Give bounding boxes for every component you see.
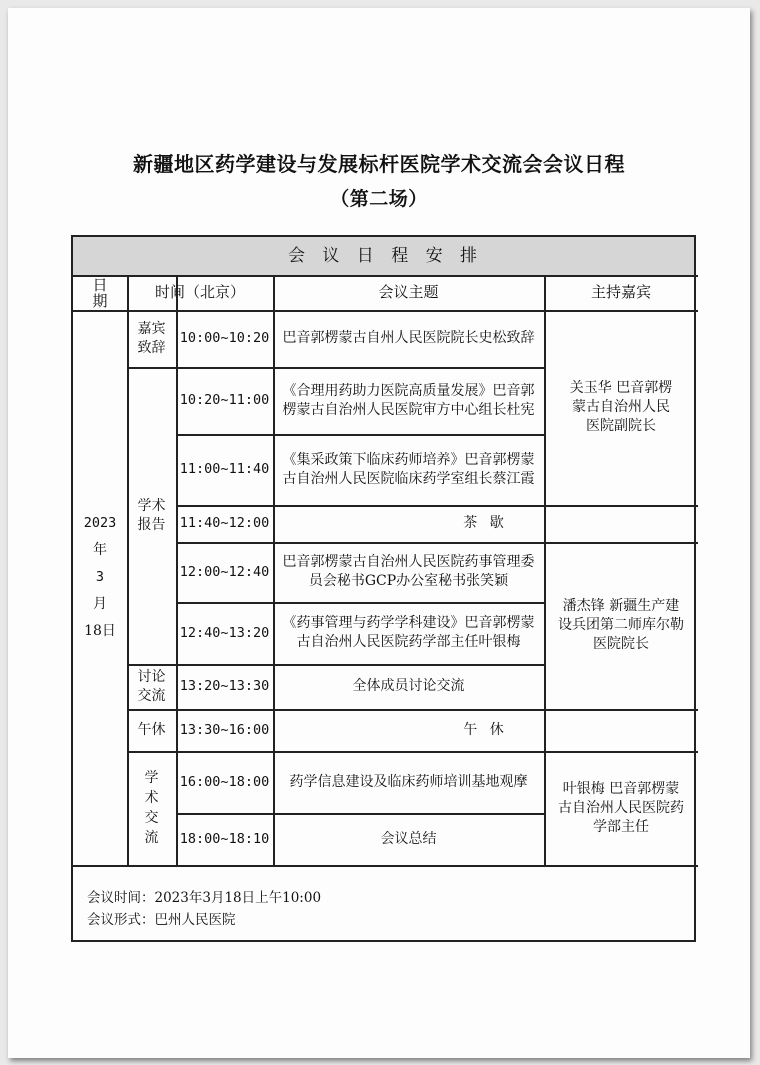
time-cell: 13:20~13:30: [179, 678, 270, 694]
time-cell: 11:00~11:40: [179, 461, 270, 477]
session-report: 学术报告: [137, 497, 166, 533]
document-title: 新疆地区药学建设与发展标杆医院学术交流会会议日程: [133, 152, 625, 176]
topic-cell: 《合理用药助力医院高质量发展》巴音郭楞蒙古自治州人民医院审方中心组长杜宪: [282, 382, 535, 418]
session-exchange: 学术交流: [144, 770, 159, 846]
time-cell: 13:30~16:00: [179, 721, 270, 738]
date-month-char: 月: [93, 595, 107, 612]
date-month: 3: [95, 568, 105, 585]
session-welcome: 嘉宾致辞: [137, 320, 166, 356]
time-cell: 12:00~12:40: [179, 563, 270, 580]
header-topic: 会议主题: [378, 283, 439, 301]
topic-cell: 巴音郭楞蒙古自州人民医院院长史松致辞: [282, 330, 535, 346]
topic-cell: 《药事管理与药学学科建设》巴音郭楞蒙古自治州人民医院药学部主任叶银梅: [282, 615, 535, 650]
schedule-table: [71, 235, 696, 942]
time-cell: 10:00~10:20: [179, 330, 270, 346]
time-cell: 11:40~12:00: [179, 515, 270, 531]
meeting-info: [87, 887, 321, 931]
document-page: [8, 8, 750, 1058]
date-day: 18日: [84, 622, 116, 639]
time-cell: 18:00~18:10: [179, 830, 270, 847]
host-cell: 潘杰锋 新疆生产建设兵团第二师库尔勒医院院长: [558, 598, 684, 652]
topic-cell: 《集采政策下临床药师培养》巴音郭楞蒙古自治州人民医院临床药学室组长蔡江霞: [282, 451, 535, 487]
host-cell: 叶银梅 巴音郭楞蒙古自治州人民医院药学部主任: [558, 780, 684, 835]
topic-cell: 巴音郭楞蒙古自治州人民医院药事管理委员会秘书GCP办公室秘书张笑颖: [282, 554, 535, 589]
session-discussion: 讨论交流: [137, 668, 166, 704]
time-cell: 10:20~11:00: [179, 392, 270, 408]
document-subtitle: （第二场）: [330, 188, 428, 210]
date-cell: [73, 497, 127, 657]
meeting-format: 会议形式：巴州人民医院: [87, 912, 236, 928]
date-year: 2023: [83, 514, 117, 531]
topic-cell: 会议总结: [380, 830, 437, 847]
time-cell: 12:40~13:20: [179, 624, 270, 641]
header-time: 时间（北京）: [154, 283, 245, 301]
time-cell: 16:00~18:00: [179, 773, 270, 790]
date-year-char: 年: [93, 541, 107, 558]
header-host: 主持嘉宾: [590, 283, 651, 301]
meeting-time: 会议时间：2023年3月18日上午10:00: [87, 890, 322, 906]
topic-cell-break: 茶 歇: [463, 515, 508, 531]
header-date: 日期: [92, 275, 108, 310]
session-lunch: 午休: [137, 721, 166, 738]
banner-title: 会 议 日 程 安 排: [287, 245, 484, 266]
topic-cell: 全体成员讨论交流: [352, 678, 465, 694]
topic-cell-lunch: 午 休: [463, 721, 508, 738]
host-cell: 关玉华 巴音郭楞蒙古自治州人民医院副院长: [569, 380, 673, 434]
topic-cell: 药学信息建设及临床药师培训基地观摩: [289, 773, 528, 790]
